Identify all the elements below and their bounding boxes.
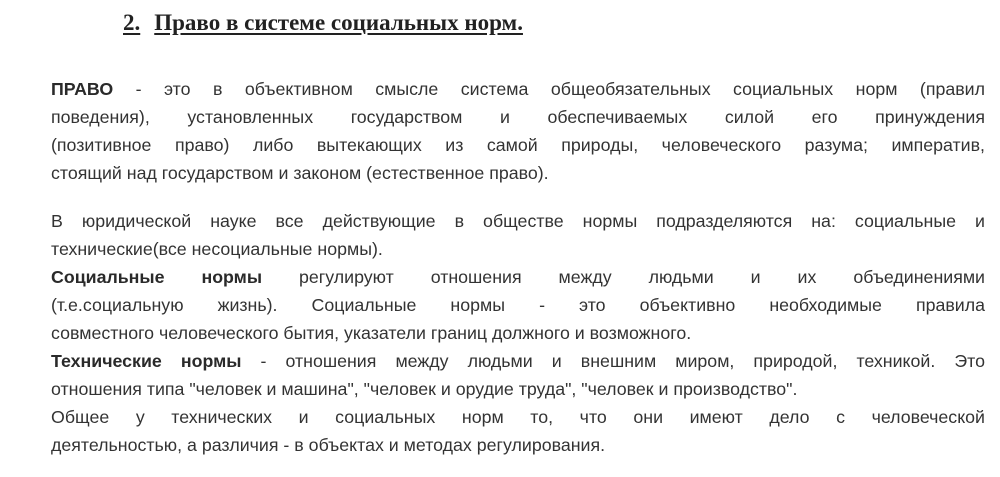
section-number: 2. xyxy=(123,10,141,35)
text-line: (позитивное право) либо вытекающих из самой природы, человеческого разума; императив, xyxy=(51,135,985,155)
text-line: поведения), установленных государством и обеспечиваемых силой его принуждения xyxy=(51,107,985,127)
definition-paragraph xyxy=(51,75,985,187)
text-line: технические(все несоциальные нормы). xyxy=(51,239,383,259)
text-line: отношения типа "человек и машина", "человек и орудие труда", "человек и производство". xyxy=(51,379,798,399)
text-line: В юридической науке все действующие в обществе нормы подразделяются на: социальные и xyxy=(51,211,985,231)
term-social-norms: Социальные нормы xyxy=(51,267,263,287)
term-pravo: ПРАВО xyxy=(51,79,114,99)
text-line: Общее у технических и социальных норм то, что они имеют дело с человеческой xyxy=(51,407,985,427)
text-fragment: - отношения между людьми и внешним миром, природой, техникой. Это xyxy=(241,351,985,371)
text-line: (т.е.социальную жизнь). Социальные нормы - это объективно необходимые правила xyxy=(51,295,985,315)
section-title: Право в системе социальных норм. xyxy=(154,10,523,35)
section-heading xyxy=(123,10,523,36)
text-line xyxy=(51,75,985,103)
text-line: совместного человеческого бытия, указатели границ должного и возможного. xyxy=(51,323,692,343)
text-line xyxy=(51,347,985,375)
text-line: деятельностью, а различия - в объектах и методах регулирования. xyxy=(51,435,606,455)
text-fragment: регулируют отношения между людьми и их объединениями xyxy=(262,267,985,287)
term-technical-norms: Технические нормы xyxy=(51,351,242,371)
norms-paragraph xyxy=(51,207,985,459)
text-fragment: - это в объективном смысле система общеобязательных социальных норм (правил xyxy=(113,79,985,99)
text-line: стоящий над государством и законом (естественное право). xyxy=(51,163,549,183)
text-line xyxy=(51,263,985,291)
